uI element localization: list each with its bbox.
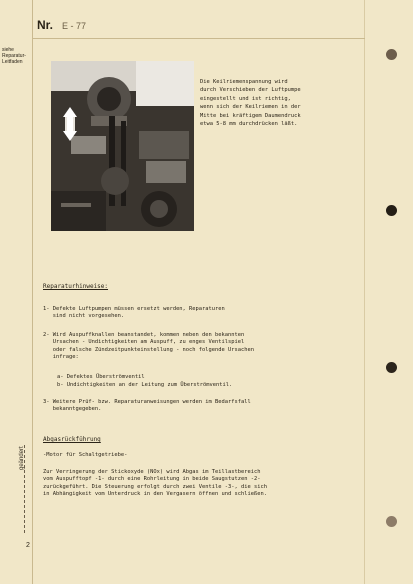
- photo-caption: Die Keilriemenspannung wird durch Verschieben der Luftpumpe eingestellt und ist richtig, wenn sich der Keilriemen in der Mitte bei kräftigem Daumendruck etwa 5-8 mm durchdrücken läßt.: [200, 79, 301, 128]
- right-margin-line: [364, 0, 365, 584]
- side-note: siehe Reparatur- Leitfaden: [2, 47, 26, 65]
- repair-item-2a: a- Defektes Überströmventil: [57, 374, 145, 380]
- nr-label: Nr.: [37, 18, 54, 32]
- header-rule: [32, 38, 365, 39]
- left-margin-line: [32, 0, 33, 584]
- engine-photo-illustration: [51, 61, 194, 231]
- repair-item-1: 1- Defekte Luftpumpen müssen ersetzt werden, Reparaturen sind nicht vorgesehen.: [43, 306, 225, 320]
- punch-hole: [386, 362, 397, 373]
- exhaust-recirculation-title: Abgasrückführung: [43, 436, 101, 443]
- repair-notes-title: Reparaturhinweise:: [43, 283, 109, 290]
- nr-value: E - 77: [62, 21, 87, 31]
- exhaust-recirculation-subtitle: -Motor für Schaltgetriebe-: [43, 452, 128, 458]
- exhaust-recirculation-text: Zur Verringerung der Stickoxyde (NOx) wird Abgas im Teillastbereich vom Auspufftopf -1- durch eine Rohrleitung in beide Saugstutzen -2- zurückgeführt. Die Steuerung erfolgt durch zwei Ventile -3-, die sich in Abhängigkeit vom Unterdruck in den Vergasern öffnen und schließen.: [43, 469, 267, 498]
- repair-item-2: 2- Wird Auspuffknallen beanstandet, kommen neben den bekannten Ursachen - Undichtigkeiten am Auspuff, zu enges Ventilspiel oder falsche Zündzeitpunkteinstellung - noch folgende Ursachen infrage:: [43, 332, 254, 361]
- repair-item-3: 3- Weitere Prüf- bzw. Reparaturanweisungen werden im Bedarfsfall bekanntgegeben.: [43, 399, 251, 413]
- repair-item-2b: b- Undichtigkeiten an der Leitung zum Überströmventil.: [57, 382, 233, 388]
- engine-photo: [51, 61, 194, 231]
- punch-hole: [386, 205, 397, 216]
- page-number: 2: [26, 542, 30, 549]
- punch-hole: [386, 516, 397, 527]
- revision-label: geändert: [19, 446, 25, 470]
- punch-hole: [386, 49, 397, 60]
